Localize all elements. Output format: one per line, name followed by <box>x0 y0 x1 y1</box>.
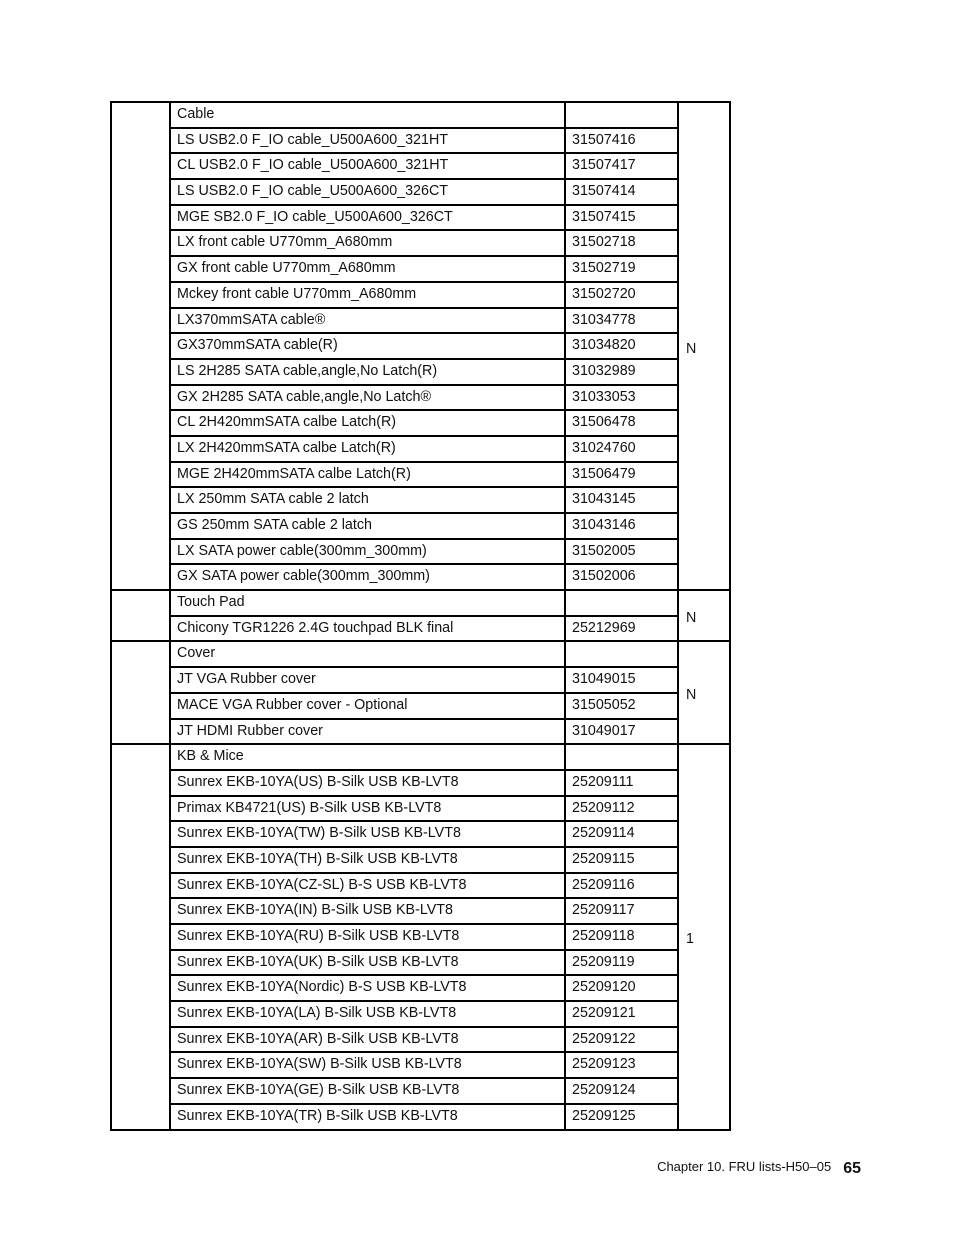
part-number-cell <box>565 487 678 513</box>
part-number-cell <box>565 436 678 462</box>
group-header-row <box>111 590 730 616</box>
group-header-pn-cell <box>565 590 678 616</box>
part-number-cell <box>565 719 678 745</box>
part-name-cell <box>170 796 565 822</box>
group-header-cell <box>170 590 565 616</box>
table-row <box>111 719 730 745</box>
part-number-cell <box>565 1052 678 1078</box>
part-name: Sunrex EKB-10YA(RU) B-Silk USB KB-LVT8 <box>177 928 460 944</box>
part-name: Sunrex EKB-10YA(LA) B-Silk USB KB-LVT8 <box>177 1005 457 1022</box>
table-row <box>111 128 730 154</box>
part-name: LS USB2.0 F_IO cable_U500A600_326CT <box>177 183 449 200</box>
page-footer <box>657 1160 861 1178</box>
table-row <box>111 179 730 205</box>
part-number-cell <box>565 898 678 924</box>
part-number: 25212969 <box>572 619 636 636</box>
part-name: Sunrex EKB-10YA(US) B-Silk USB KB-LVT8 <box>177 773 459 790</box>
part-name-cell <box>170 539 565 565</box>
part-name: Sunrex EKB-10YA(CZ-SL) B-S USB KB-LVT8 <box>177 876 467 893</box>
group-code-cell <box>678 744 730 1129</box>
part-name: MGE SB2.0 F_IO cable_U500A600_326CT <box>177 208 453 225</box>
part-number-cell <box>565 1104 678 1130</box>
part-number-cell <box>565 667 678 693</box>
group-header-row <box>111 102 730 128</box>
part-name: LX370mmSATA cable® <box>177 311 326 328</box>
part-number: 31049015 <box>572 671 636 688</box>
part-number: 31506479 <box>572 465 636 482</box>
table-row <box>111 667 730 693</box>
group-code-cell <box>678 102 730 590</box>
part-number: 31507414 <box>572 183 636 200</box>
part-name-cell <box>170 950 565 976</box>
part-number: 25209117 <box>572 902 635 919</box>
part-name: LX SATA power cable(300mm_300mm) <box>177 542 427 559</box>
part-number-cell <box>565 924 678 950</box>
part-name: LX 250mm SATA cable 2 latch <box>177 491 369 508</box>
group-header-label: Cable <box>177 106 215 122</box>
part-name: Sunrex EKB-10YA(IN) B-Silk USB KB-LVT8 <box>177 902 453 919</box>
part-name-cell <box>170 410 565 436</box>
table-row <box>111 898 730 924</box>
table-row <box>111 333 730 359</box>
group-header-cell <box>170 744 565 770</box>
part-number-cell <box>565 153 678 179</box>
part-number: 25209114 <box>572 825 635 842</box>
part-name: GX 2H285 SATA cable,angle,No Latch® <box>177 388 431 405</box>
part-name: LX front cable U770mm_A680mm <box>177 234 393 251</box>
part-number-cell <box>565 873 678 899</box>
table-row <box>111 539 730 565</box>
part-number-cell <box>565 1001 678 1027</box>
part-name-cell <box>170 873 565 899</box>
group-header-pn-cell <box>565 641 678 667</box>
table-row <box>111 410 730 436</box>
part-number: 31502720 <box>572 285 636 302</box>
part-name: Sunrex EKB-10YA(Nordic) B-S USB KB-LVT8 <box>177 979 467 996</box>
part-number: 25209123 <box>572 1056 636 1073</box>
part-name: Chicony TGR1226 2.4G touchpad BLK final <box>177 619 454 636</box>
part-name: Mckey front cable U770mm_A680mm <box>177 285 417 302</box>
part-number: 25209121 <box>572 1005 636 1022</box>
fru-table <box>110 101 731 1131</box>
group-header-label: Touch Pad <box>177 594 245 611</box>
table-row <box>111 564 730 590</box>
part-number: 25209112 <box>572 799 635 816</box>
part-number: 25209116 <box>572 876 635 893</box>
part-number: 31043146 <box>572 517 636 533</box>
table-row <box>111 230 730 256</box>
part-number-cell <box>565 539 678 565</box>
part-name: Sunrex EKB-10YA(SW) B-Silk USB KB-LVT8 <box>177 1056 462 1073</box>
part-name: LS 2H285 SATA cable,angle,No Latch(R) <box>177 362 438 379</box>
part-name-cell <box>170 564 565 590</box>
table-row <box>111 821 730 847</box>
group-index-cell <box>111 641 170 744</box>
part-name-cell <box>170 333 565 359</box>
part-number-cell <box>565 282 678 308</box>
part-name-cell <box>170 205 565 231</box>
table-row <box>111 359 730 385</box>
part-name-cell <box>170 719 565 745</box>
part-name: Sunrex EKB-10YA(UK) B-Silk USB KB-LVT8 <box>177 953 459 970</box>
part-name: Primax KB4721(US) B-Silk USB KB-LVT8 <box>177 799 442 816</box>
part-number-cell <box>565 770 678 796</box>
part-name: CL USB2.0 F_IO cable_U500A600_321HT <box>177 157 449 174</box>
part-number-cell <box>565 975 678 1001</box>
part-name: MGE 2H420mmSATA calbe Latch(R) <box>177 465 411 482</box>
part-number-cell <box>565 256 678 282</box>
part-name-cell <box>170 847 565 873</box>
part-number: 25209122 <box>572 1030 636 1047</box>
table-row <box>111 385 730 411</box>
part-number: 25209111 <box>572 773 634 790</box>
part-number-cell <box>565 616 678 642</box>
part-name-cell <box>170 667 565 693</box>
part-name-cell <box>170 179 565 205</box>
part-name-cell <box>170 1052 565 1078</box>
part-name: GS 250mm SATA cable 2 latch <box>177 517 372 533</box>
part-number: 25209125 <box>572 1107 636 1124</box>
group-header-row <box>111 641 730 667</box>
part-number-cell <box>565 513 678 539</box>
part-number: 31033053 <box>572 388 636 405</box>
table-row <box>111 847 730 873</box>
table-row <box>111 462 730 488</box>
table-row <box>111 796 730 822</box>
part-number: 31502719 <box>572 260 636 277</box>
part-number: 31034778 <box>572 311 636 328</box>
part-number: 31505052 <box>572 696 636 713</box>
part-number: 25209120 <box>572 979 636 996</box>
table-row <box>111 1078 730 1104</box>
part-name: JT HDMI Rubber cover <box>177 722 323 739</box>
group-header-pn-cell <box>565 102 678 128</box>
part-name: CL 2H420mmSATA calbe Latch(R) <box>177 414 397 431</box>
part-number: 31049017 <box>572 722 636 739</box>
part-number-cell <box>565 796 678 822</box>
part-number-cell <box>565 1027 678 1053</box>
part-name: GX370mmSATA cable(R) <box>177 337 338 354</box>
part-name-cell <box>170 770 565 796</box>
fru-table-body <box>111 102 730 1130</box>
part-name-cell <box>170 821 565 847</box>
part-number-cell <box>565 205 678 231</box>
part-number: 31032989 <box>572 362 636 379</box>
part-number: 25209119 <box>572 953 635 970</box>
group-header-label: Cover <box>177 645 216 662</box>
table-row <box>111 1027 730 1053</box>
part-number: 31507416 <box>572 131 636 148</box>
group-header-pn-cell <box>565 744 678 770</box>
table-row <box>111 436 730 462</box>
part-name-cell <box>170 924 565 950</box>
part-number-cell <box>565 462 678 488</box>
part-number: 31024760 <box>572 439 636 456</box>
group-index-cell <box>111 744 170 1129</box>
part-number: 31034820 <box>572 337 636 354</box>
group-header-cell <box>170 641 565 667</box>
table-row <box>111 770 730 796</box>
table-row <box>111 950 730 976</box>
table-row <box>111 205 730 231</box>
part-number: 31507417 <box>572 157 636 174</box>
part-name-cell <box>170 898 565 924</box>
group-code-cell <box>678 590 730 641</box>
part-name-cell <box>170 359 565 385</box>
part-name-cell <box>170 282 565 308</box>
part-name: Sunrex EKB-10YA(TR) B-Silk USB KB-LVT8 <box>177 1107 458 1124</box>
part-number-cell <box>565 385 678 411</box>
part-name: Sunrex EKB-10YA(AR) B-Silk USB KB-LVT8 <box>177 1030 459 1047</box>
part-number: 25209118 <box>572 928 635 944</box>
part-name-cell <box>170 128 565 154</box>
table-row <box>111 282 730 308</box>
table-row <box>111 1052 730 1078</box>
part-name-cell <box>170 487 565 513</box>
part-number-cell <box>565 821 678 847</box>
part-name-cell <box>170 1078 565 1104</box>
table-row <box>111 924 730 950</box>
part-number: 31043145 <box>572 491 636 508</box>
part-name: MACE VGA Rubber cover - Optional <box>177 696 408 713</box>
part-number-cell <box>565 308 678 334</box>
group-code-cell <box>678 641 730 744</box>
part-number: 25209124 <box>572 1082 636 1099</box>
group-code: N <box>686 687 697 704</box>
group-index-cell <box>111 102 170 590</box>
part-number-cell <box>565 410 678 436</box>
group-index-cell <box>111 590 170 641</box>
part-name-cell <box>170 462 565 488</box>
part-number-cell <box>565 847 678 873</box>
page-number: 65 <box>843 1160 861 1177</box>
part-number: 31502006 <box>572 568 636 585</box>
part-name-cell <box>170 616 565 642</box>
part-number-cell <box>565 1078 678 1104</box>
group-header-label: KB & Mice <box>177 748 244 765</box>
part-number-cell <box>565 179 678 205</box>
part-name-cell <box>170 153 565 179</box>
table-row <box>111 308 730 334</box>
table-row <box>111 873 730 899</box>
group-code: 1 <box>686 931 694 948</box>
part-number-cell <box>565 230 678 256</box>
part-name: LX 2H420mmSATA calbe Latch(R) <box>177 439 396 456</box>
part-number-cell <box>565 128 678 154</box>
part-number: 25209115 <box>572 850 635 867</box>
part-name-cell <box>170 1001 565 1027</box>
group-header-row <box>111 744 730 770</box>
part-number: 31507415 <box>572 208 636 225</box>
table-row <box>111 153 730 179</box>
part-name-cell <box>170 1027 565 1053</box>
part-name: Sunrex EKB-10YA(GE) B-Silk USB KB-LVT8 <box>177 1082 460 1099</box>
part-name: LS USB2.0 F_IO cable_U500A600_321HT <box>177 131 449 148</box>
part-number-cell <box>565 950 678 976</box>
part-name-cell <box>170 513 565 539</box>
part-name-cell <box>170 975 565 1001</box>
part-name: JT VGA Rubber cover <box>177 671 316 688</box>
part-name-cell <box>170 1104 565 1130</box>
part-name-cell <box>170 436 565 462</box>
group-header-cell <box>170 102 565 128</box>
part-number-cell <box>565 564 678 590</box>
table-row <box>111 1001 730 1027</box>
part-number: 31506478 <box>572 414 636 431</box>
part-name-cell <box>170 385 565 411</box>
table-row <box>111 693 730 719</box>
part-number-cell <box>565 359 678 385</box>
table-row <box>111 975 730 1001</box>
chapter-label: Chapter 10. FRU lists-H50–05 <box>657 1159 832 1174</box>
table-row <box>111 513 730 539</box>
table-row <box>111 487 730 513</box>
part-number: 31502718 <box>572 234 636 251</box>
table-row <box>111 256 730 282</box>
part-name-cell <box>170 693 565 719</box>
part-name: GX front cable U770mm_A680mm <box>177 260 396 277</box>
part-name: GX SATA power cable(300mm_300mm) <box>177 568 430 585</box>
part-name-cell <box>170 256 565 282</box>
group-code: N <box>686 340 697 357</box>
table-row <box>111 1104 730 1130</box>
part-number-cell <box>565 333 678 359</box>
part-name-cell <box>170 230 565 256</box>
part-name: Sunrex EKB-10YA(TH) B-Silk USB KB-LVT8 <box>177 850 458 867</box>
part-name: Sunrex EKB-10YA(TW) B-Silk USB KB-LVT8 <box>177 825 461 842</box>
part-number: 31502005 <box>572 542 636 559</box>
table-row <box>111 616 730 642</box>
group-code: N <box>686 610 697 627</box>
part-number-cell <box>565 693 678 719</box>
part-name-cell <box>170 308 565 334</box>
